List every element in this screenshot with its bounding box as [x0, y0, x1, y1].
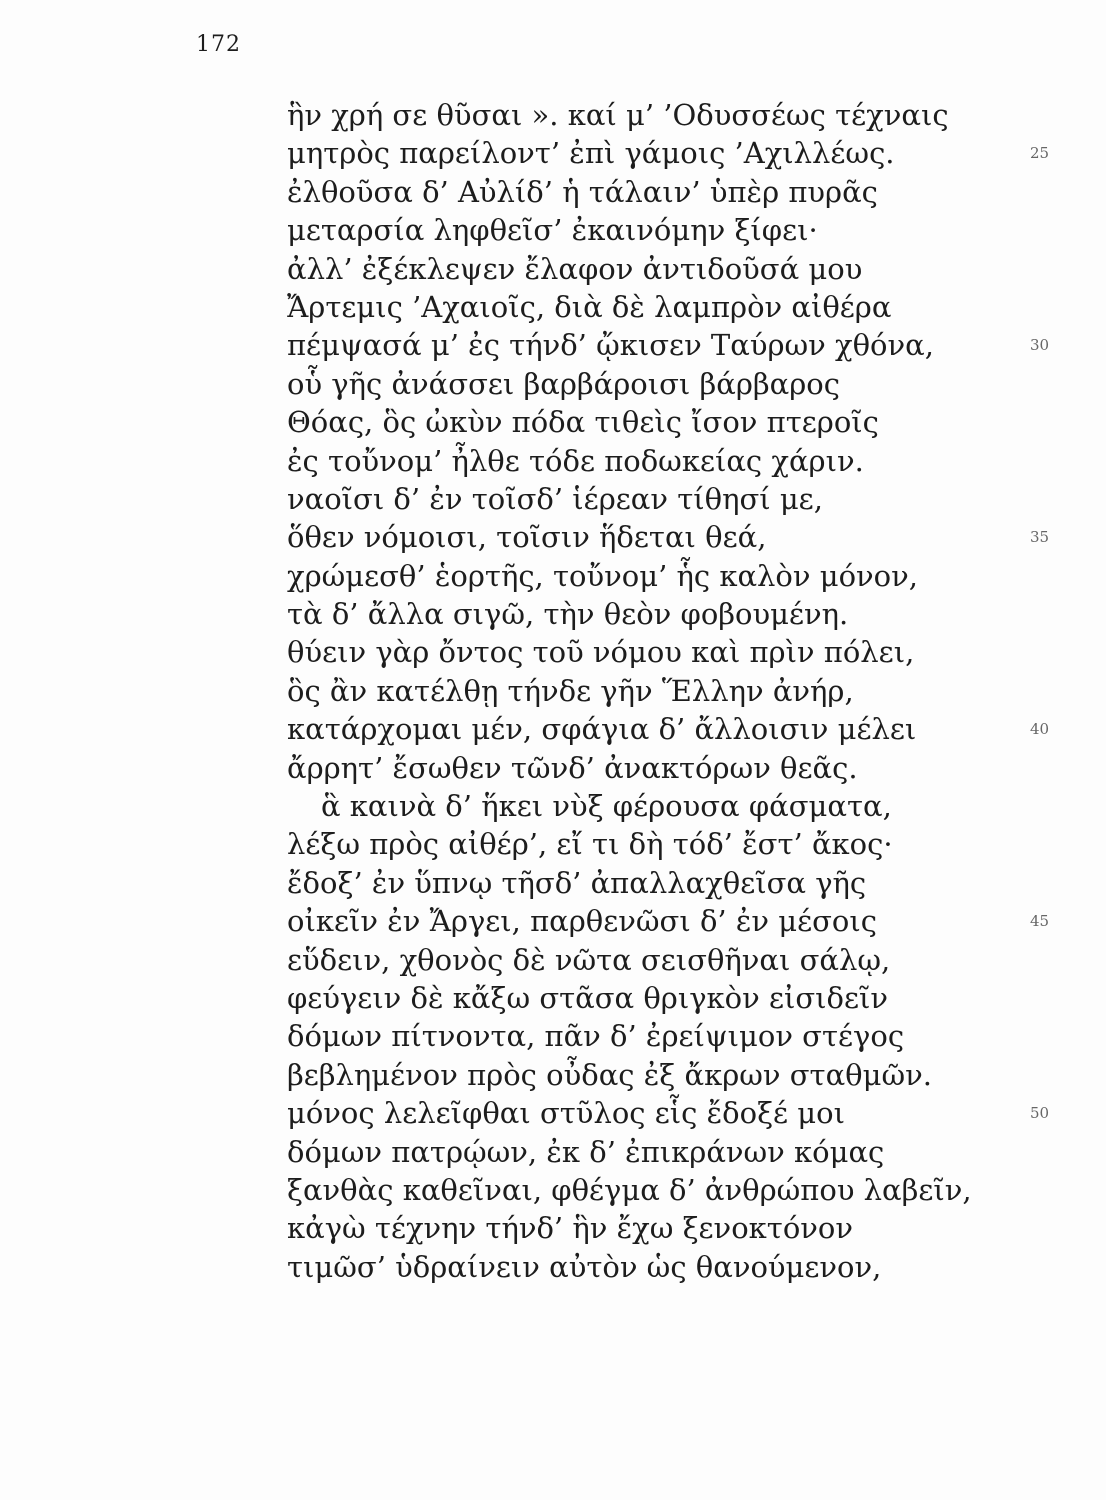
verse-text: ὅθεν νόμοισι, τοῖσιν ἥδεται θεά,	[287, 520, 767, 555]
verse-line	[287, 480, 1007, 518]
verse-text: μόνος λελεῖφθαι στῦλος εἷς ἔδοξέ μοι	[287, 1096, 845, 1131]
verse-text: ἣν χρή σε θῦσαι ». καί μ’ ’Οδυσσέως τέχναις	[287, 98, 949, 132]
verse-line	[287, 595, 1007, 633]
verse-text: ναοῖσι δ’ ἐν τοῖσδ’ ἱέρεαν τίθησί με,	[287, 481, 823, 516]
verse-line	[287, 825, 1007, 863]
verse-text: φεύγειν δὲ κἄξω στᾶσα θριγκὸν εἰσιδεῖν	[287, 980, 889, 1015]
verse-text: κατάρχομαι μέν, σφάγια δ’ ἄλλοισιν μέλει	[287, 712, 917, 747]
verse-text: ὃς ἂν κατέλθῃ τήνδε γῆν Ἕλλην ἀνήρ,	[287, 673, 854, 708]
verse-line	[287, 1209, 1007, 1247]
verse-line	[287, 1094, 1050, 1132]
verse-text: Θόας, ὃς ὠκὺν πόδα τιθεὶς ἴσον πτεροῖς	[287, 405, 879, 440]
verse-text: ἄρρητ’ ἔσωθεν τῶνδ’ ἀνακτόρων θεᾶς.	[287, 750, 858, 785]
verse-text: ἀλλ’ ἐξέκλεψεν ἔλαφον ἀντιδοῦσά μου	[287, 251, 863, 286]
verse-line	[287, 288, 1007, 326]
verse-text: ἃ καινὰ δ’ ἥκει νὺξ φέρουσα φάσματα,	[321, 789, 892, 824]
line-number: 35	[1030, 528, 1050, 547]
verse-line	[287, 864, 1007, 902]
verse-line	[287, 557, 1007, 595]
verse-line	[287, 787, 1007, 825]
verse-text: ἔδοξ’ ἐν ὕπνῳ τῆσδ’ ἀπαλλαχθεῖσα γῆς	[287, 865, 867, 900]
greek-verse-text	[287, 96, 1050, 1286]
verse-text: δόμων πατρῴων, ἐκ δ’ ἐπικράνων κόμας	[287, 1134, 885, 1169]
verse-text: τιμῶσ’ ὑδραίνειν αὐτὸν ὡς θανούμενον,	[287, 1249, 882, 1284]
verse-line	[287, 211, 1007, 249]
verse-line	[287, 1017, 1007, 1055]
line-number: 50	[1030, 1104, 1050, 1123]
verse-line	[287, 250, 1007, 288]
verse-line	[287, 96, 1007, 134]
verse-line	[287, 672, 1007, 710]
verse-line	[287, 173, 1007, 211]
line-number: 30	[1030, 336, 1050, 355]
verse-line	[287, 710, 1050, 748]
line-number: 45	[1030, 912, 1050, 931]
line-number: 25	[1030, 144, 1050, 163]
verse-line	[287, 1133, 1007, 1171]
verse-line	[287, 633, 1007, 671]
verse-text: ἐς τοὔνομ’ ἦλθε τόδε ποδωκείας χάριν.	[287, 443, 864, 478]
verse-line	[287, 749, 1007, 787]
verse-text: τὰ δ’ ἄλλα σιγῶ, τὴν θεὸν φοβουμένη.	[287, 597, 849, 632]
verse-line	[287, 518, 1050, 556]
verse-line	[287, 941, 1007, 979]
verse-line	[287, 1056, 1007, 1094]
verse-text: χρώμεσθ’ ἑορτῆς, τοὔνομ’ ἧς καλὸν μόνον,	[287, 558, 918, 593]
verse-line	[287, 365, 1007, 403]
verse-line	[287, 1171, 1007, 1209]
verse-line	[287, 326, 1050, 364]
verse-text: οὗ γῆς ἀνάσσει βαρβάροισι βάρβαρος	[287, 366, 840, 401]
verse-line	[287, 134, 1050, 172]
verse-text: ξανθὰς καθεῖναι, φθέγμα δ’ ἀνθρώπου λαβεῖν,	[287, 1172, 972, 1207]
page-number: 172	[196, 32, 241, 57]
verse-text: Ἄρτεμις ’Αχαιοῖς, διὰ δὲ λαμπρὸν αἰθέρα	[287, 289, 892, 324]
verse-text: κἀγὼ τέχνην τήνδ’ ἣν ἔχω ξενοκτόνον	[287, 1211, 853, 1246]
verse-text: λέξω πρὸς αἰθέρ’, εἴ τι δὴ τόδ’ ἔστ’ ἄκος·	[287, 827, 893, 862]
verse-text: θύειν γὰρ ὄντος τοῦ νόμου καὶ πρὶν πόλει,	[287, 635, 915, 670]
line-number: 40	[1030, 720, 1050, 739]
verse-text: πέμψασά μ’ ἐς τήνδ’ ᾤκισεν Ταύρων χθόνα,	[287, 328, 934, 363]
verse-line	[287, 442, 1007, 480]
verse-text: μεταρσία ληφθεῖσ’ ἐκαινόμην ξίφει·	[287, 213, 818, 248]
verse-text: βεβλημένον πρὸς οὖδας ἐξ ἄκρων σταθμῶν.	[287, 1057, 932, 1092]
verse-line	[287, 979, 1007, 1017]
verse-text: δόμων πίτνοντα, πᾶν δ’ ἐρείψιμον στέγος	[287, 1019, 905, 1054]
verse-text: εὕδειν, χθονὸς δὲ νῶτα σεισθῆναι σάλῳ,	[287, 942, 891, 977]
verse-text: ἐλθοῦσα δ’ Αὐλίδ’ ἡ τάλαιν’ ὑπὲρ πυρᾶς	[287, 174, 878, 209]
verse-line	[287, 403, 1007, 441]
verse-line	[287, 1248, 1007, 1286]
verse-text: οἰκεῖν ἐν Ἄργει, παρθενῶσι δ’ ἐν μέσοις	[287, 904, 877, 939]
verse-line	[287, 902, 1050, 940]
verse-text: μητρὸς παρείλοντ’ ἐπὶ γάμοις ’Αχιλλέως.	[287, 136, 895, 171]
